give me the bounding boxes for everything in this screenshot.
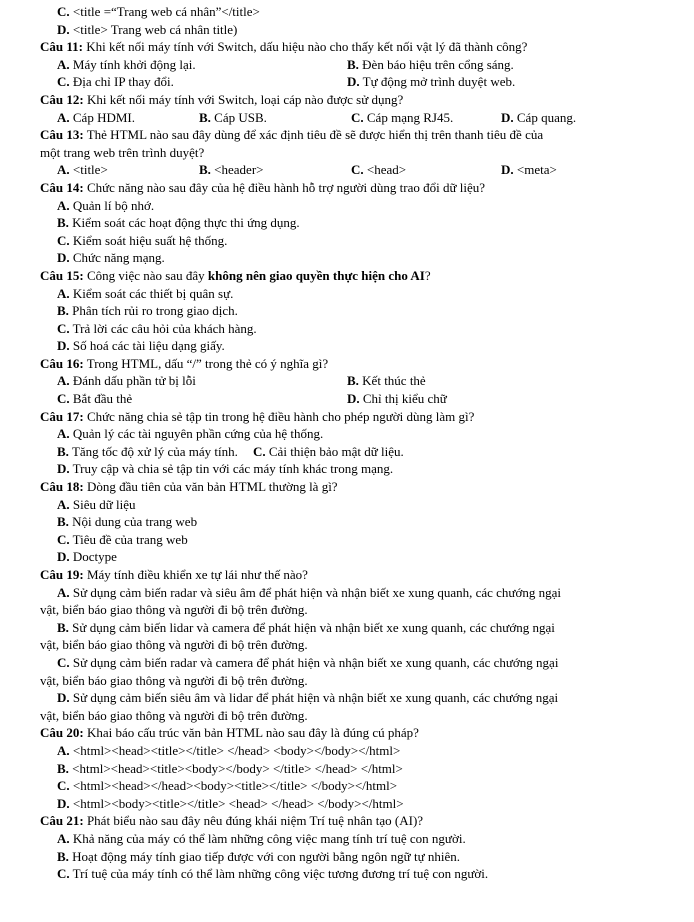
question-16: Câu 16: Trong HTML, dấu “/” trong thẻ có ý nghĩa gì? xyxy=(40,355,329,371)
q12-option-d: D. Cáp quang. xyxy=(501,109,577,125)
q19-option-d-cont: vật, biển báo giao thông và người đi bộ trên đường. xyxy=(40,707,308,723)
q18-option-d: D. Doctype xyxy=(57,549,117,565)
q12-option-b: B. Cáp USB. xyxy=(199,109,267,125)
q16-options-row1 xyxy=(57,372,656,390)
q13-option-b: B. <header> xyxy=(199,162,264,178)
q15-option-d: D. Số hoá các tài liệu dạng giấy. xyxy=(57,338,225,354)
q19-option-a: A. Sử dụng cảm biến radar và siêu âm để phát hiện và nhận biết xe xung quanh, các chướng ngại xyxy=(57,584,561,600)
q13-options xyxy=(57,161,656,179)
q20-option-d: D. <html><body><title></title> <head> </head> </body></html> xyxy=(57,795,404,811)
q15-option-c: C. Trả lời các câu hỏi của khách hàng. xyxy=(57,320,257,336)
question-14: Câu 14: Chức năng nào sau đây của hệ điều hành hỗ trợ người dùng trao đổi dữ liệu? xyxy=(40,179,486,195)
q18-option-a: A. Siêu dữ liệu xyxy=(57,496,136,512)
q21-option-b: B. Hoạt động máy tính giao tiếp được với con người bằng ngôn ngữ tự nhiên. xyxy=(57,848,461,864)
q16-option-d: D. Chỉ thị kiểu chữ xyxy=(347,391,447,407)
q14-option-b: B. Kiểm soát các hoạt động thực thi ứng dụng. xyxy=(57,215,300,231)
q10-option-d: D. <title> Trang web cá nhân title) xyxy=(57,21,238,37)
q11-option-d: D. Tự động mở trình duyệt web. xyxy=(347,74,516,90)
q11-options-row1 xyxy=(57,56,656,74)
question-17: Câu 17: Chức năng chia sẻ tập tin trong hệ điều hành cho phép người dùng làm gì? xyxy=(40,408,475,424)
q17-option-d: D. Truy cập và chia sẻ tập tin với các máy tính khác trong mạng. xyxy=(57,461,394,477)
q16-option-b: B. Kết thúc thẻ xyxy=(347,373,426,389)
q15-option-a: A. Kiểm soát các thiết bị quân sự. xyxy=(57,285,234,301)
question-21: Câu 21: Phát biểu nào sau đây nêu đúng khái niệm Trí tuệ nhân tạo (AI)? xyxy=(40,813,424,829)
q20-option-a: A. <html><head><title></title> </head> <body></body></html> xyxy=(57,742,401,758)
q12-options xyxy=(57,109,656,127)
q19-option-d: D. Sử dụng cảm biến siêu âm và lidar để phát hiện và nhận biết xe xung quanh, các chướng ngại xyxy=(57,690,559,706)
q19-option-b-cont: vật, biển báo giao thông và người đi bộ trên đường. xyxy=(40,637,308,653)
q13-option-d: D. <meta> xyxy=(501,162,557,178)
q17-option-a: A. Quản lý các tài nguyên phần cứng của hệ thống. xyxy=(57,426,324,442)
q11-option-a: A. Máy tính khởi động lại. xyxy=(57,56,196,72)
q20-option-b: B. <html><head><title><body></body> </title> </head> </html> xyxy=(57,760,403,776)
q14-option-d: D. Chức năng mạng. xyxy=(57,250,165,266)
q12-option-c: C. Cáp mạng RJ45. xyxy=(351,109,454,125)
q19-option-c-cont: vật, biển báo giao thông và người đi bộ trên đường. xyxy=(40,672,308,688)
question-12: Câu 12: Khi kết nối máy tính với Switch, loại cáp nào được sử dụng? xyxy=(40,91,404,107)
q21-option-a: A. Khả năng của máy có thể làm những công việc mang tính trí tuệ con người. xyxy=(57,830,466,846)
q20-option-c: C. <html><head></head><body><title></title> </body></html> xyxy=(57,778,398,794)
q16-option-c: C. Bắt đầu thẻ xyxy=(57,391,133,407)
q16-options-row2 xyxy=(57,390,656,408)
question-19: Câu 19: Máy tính điều khiển xe tự lái như thế nào? xyxy=(40,567,308,582)
q10-option-c: C. <title =“Trang web cá nhân”</title> xyxy=(57,4,260,19)
q17-option-c: C. Cải thiện bảo mật dữ liệu. xyxy=(253,443,404,459)
question-20: Câu 20: Khai báo cấu trúc văn bản HTML nào sau đây là đúng cú pháp? xyxy=(40,725,419,741)
q14-option-a: A. Quản lí bộ nhớ. xyxy=(57,197,155,213)
q12-option-a: A. Cáp HDMI. xyxy=(57,109,135,125)
q21-option-c: C. Trí tuệ của máy tính có thể làm những công việc tương đương trí tuệ con người. xyxy=(57,866,489,882)
q19-option-a-cont: vật, biển báo giao thông và người đi bộ trên đường. xyxy=(40,602,308,618)
q13-option-a: A. <title> xyxy=(57,162,108,178)
q18-option-b: B. Nội dung của trang web xyxy=(57,514,198,530)
question-11: Câu 11: Khi kết nối máy tính với Switch, dấu hiệu nào cho thấy kết nối vật lý đã thành công? xyxy=(40,39,528,55)
q19-option-b: B. Sử dụng cảm biến lidar và camera để phát hiện và nhận biết xe xung quanh, các chướng ngại xyxy=(57,619,555,635)
q17-options-row-bc xyxy=(57,443,656,461)
q13-option-c: C. <head> xyxy=(351,162,407,178)
q11-options-row2 xyxy=(57,73,656,91)
question-13: Câu 13: Thẻ HTML nào sau đây dùng để xác định tiêu đề sẽ được hiển thị trên thanh tiêu đề của xyxy=(40,127,544,143)
q17-option-b: B. Tăng tốc độ xử lý của máy tính. xyxy=(57,443,238,459)
q16-option-a: A. Đánh dấu phần tử bị lỗi xyxy=(57,373,196,389)
question-13-cont: một trang web trên trình duyệt? xyxy=(40,144,205,160)
question-18: Câu 18: Dòng đầu tiên của văn bản HTML thường là gì? xyxy=(40,479,338,495)
q19-option-c: C. Sử dụng cảm biến radar và camera để phát hiện và nhận biết xe xung quanh, các chướng ngại xyxy=(57,654,559,670)
q11-option-b: B. Đèn báo hiệu trên cổng sáng. xyxy=(347,56,514,72)
question-15: Câu 15: Công việc nào sau đây không nên giao quyền thực hiện cho AI? xyxy=(40,267,431,283)
q14-option-c: C. Kiểm soát hiệu suất hệ thống. xyxy=(57,232,228,248)
q15-option-b: B. Phân tích rủi ro trong giao dịch. xyxy=(57,303,238,319)
q11-option-c: C. Địa chỉ IP thay đổi. xyxy=(57,74,174,90)
q18-option-c: C. Tiêu đề của trang web xyxy=(57,531,188,547)
